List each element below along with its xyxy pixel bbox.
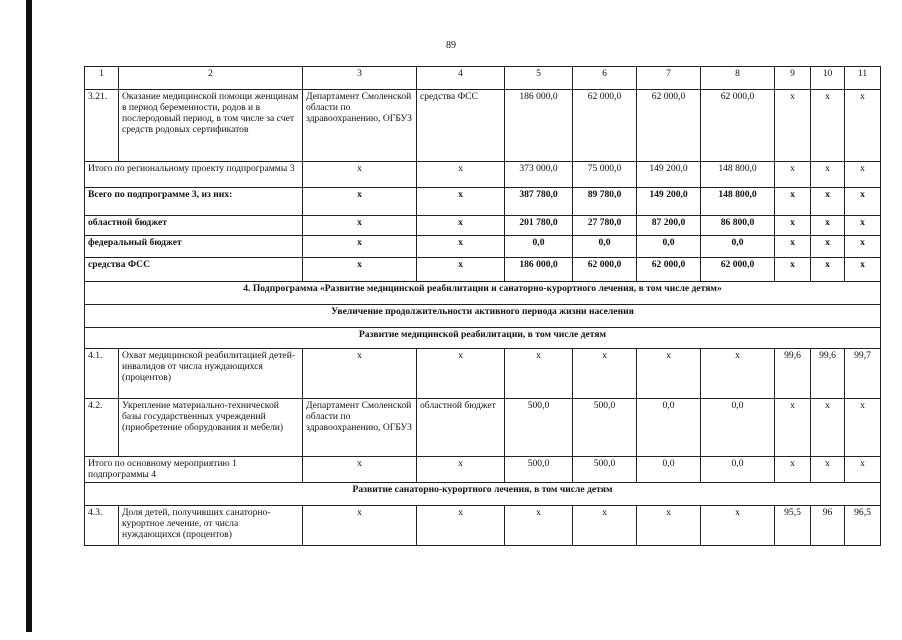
cell-value: x [701, 506, 775, 546]
cell-value: x [775, 457, 811, 483]
cell-value: 186 000,0 [505, 90, 573, 162]
task-title: Развитие санаторно-курортного лечения, в том числе детям [85, 483, 881, 506]
cell-value: x [573, 506, 637, 546]
cell-value: x [811, 258, 845, 282]
row-source: x [417, 349, 505, 399]
row-number: 4.1. [85, 349, 119, 399]
cell-value: 62 000,0 [701, 90, 775, 162]
cell-value: x [775, 162, 811, 188]
cell-value: 373 000,0 [505, 162, 573, 188]
cell-value: 99,6 [775, 349, 811, 399]
section-row [85, 282, 881, 305]
cell-value: 62 000,0 [573, 258, 637, 282]
cell-value: x [775, 216, 811, 236]
row-label: федеральный бюджет [85, 236, 303, 258]
row-executor: x [303, 349, 417, 399]
cell-value: x [775, 236, 811, 258]
cell-value: x [811, 162, 845, 188]
cell-value: x [701, 349, 775, 399]
cell-value: 0,0 [573, 236, 637, 258]
section-row [85, 305, 881, 328]
cell-value: 0,0 [637, 457, 701, 483]
cell-value: 201 780,0 [505, 216, 573, 236]
cell-value: 96 [811, 506, 845, 546]
cell-value: x [573, 349, 637, 399]
cell-value: x [637, 349, 701, 399]
cell-value: 62 000,0 [637, 258, 701, 282]
cell-value: 0,0 [701, 399, 775, 457]
cell-value: x [417, 216, 505, 236]
table-row [85, 399, 881, 457]
cell-value: x [811, 236, 845, 258]
table-row [85, 506, 881, 546]
cell-value: x [303, 188, 417, 216]
col-header: 2 [119, 67, 303, 90]
row-label: областной бюджет [85, 216, 303, 236]
cell-value: x [303, 216, 417, 236]
subprogram-title: 4. Подпрограмма «Развитие медицинской реабилитации и санаторно-курортного лечения, в том числе детям» [85, 282, 881, 305]
cell-value: x [775, 90, 811, 162]
cell-value: x [845, 399, 881, 457]
cell-value: 500,0 [505, 457, 573, 483]
row-executor: Департамент Смоленской области по здравоохранению, ОГБУЗ [303, 90, 417, 162]
cell-value: x [845, 216, 881, 236]
cell-value: x [303, 258, 417, 282]
cell-value: x [811, 457, 845, 483]
cell-value: x [417, 457, 505, 483]
cell-value: 387 780,0 [505, 188, 573, 216]
scan-edge-bar [26, 0, 32, 632]
cell-value: 0,0 [701, 236, 775, 258]
cell-value: 0,0 [637, 236, 701, 258]
cell-value: x [811, 188, 845, 216]
goal-title: Увеличение продолжительности активного периода жизни населения [85, 305, 881, 328]
row-label: Итого по основному мероприятию 1 подпрограммы 4 [85, 457, 303, 483]
cell-value: 0,0 [505, 236, 573, 258]
cell-value: x [417, 162, 505, 188]
cell-value: 149 200,0 [637, 188, 701, 216]
header-row [85, 67, 881, 90]
col-header: 3 [303, 67, 417, 90]
cell-value: 86 800,0 [701, 216, 775, 236]
cell-value: x [775, 399, 811, 457]
table-row [85, 258, 881, 282]
cell-value: x [811, 90, 845, 162]
cell-value: x [417, 188, 505, 216]
cell-value: x [775, 188, 811, 216]
col-header: 1 [85, 67, 119, 90]
cell-value: 148 800,0 [701, 162, 775, 188]
table-row [85, 188, 881, 216]
cell-value: 500,0 [573, 457, 637, 483]
cell-value: x [811, 216, 845, 236]
row-number: 4.3. [85, 506, 119, 546]
table-row [85, 236, 881, 258]
cell-value: 99,7 [845, 349, 881, 399]
row-source: областной бюджет [417, 399, 505, 457]
cell-value: x [417, 258, 505, 282]
cell-value: x [845, 90, 881, 162]
cell-value: 27 780,0 [573, 216, 637, 236]
cell-value: 148 800,0 [701, 188, 775, 216]
table-row [85, 90, 881, 162]
section-row [85, 328, 881, 349]
table-row [85, 349, 881, 399]
row-name: Охват медицинской реабилитацией детей-инвалидов от числа нуждающихся (процентов) [119, 349, 303, 399]
cell-value: x [505, 349, 573, 399]
cell-value: 62 000,0 [701, 258, 775, 282]
cell-value: 0,0 [701, 457, 775, 483]
col-header: 11 [845, 67, 881, 90]
cell-value: x [775, 258, 811, 282]
cell-value: x [845, 162, 881, 188]
table-row [85, 457, 881, 483]
row-label: средства ФСС [85, 258, 303, 282]
cell-value: x [303, 162, 417, 188]
cell-value: 62 000,0 [573, 90, 637, 162]
cell-value: x [417, 236, 505, 258]
row-label: Всего по подпрограмме 3, из них: [85, 188, 303, 216]
cell-value: x [303, 457, 417, 483]
row-name: Доля детей, получивших санаторно-курортное лечение, от числа нуждающихся (процентов) [119, 506, 303, 546]
row-label: Итого по региональному проекту подпрограммы 3 [85, 162, 303, 188]
page-number: 89 [446, 40, 456, 51]
section-row [85, 483, 881, 506]
cell-value: 99,6 [811, 349, 845, 399]
cell-value: x [303, 236, 417, 258]
row-name: Укрепление материально-технической базы государственных учреждений (приобретение оборудования и мебели) [119, 399, 303, 457]
budget-table [84, 66, 881, 546]
cell-value: 500,0 [573, 399, 637, 457]
row-executor: Департамент Смоленской области по здравоохранению, ОГБУЗ [303, 399, 417, 457]
row-source: средства ФСС [417, 90, 505, 162]
col-header: 6 [573, 67, 637, 90]
row-executor: x [303, 506, 417, 546]
row-source: x [417, 506, 505, 546]
table-row [85, 216, 881, 236]
table-row [85, 162, 881, 188]
cell-value: x [505, 506, 573, 546]
cell-value: 75 000,0 [573, 162, 637, 188]
cell-value: 89 780,0 [573, 188, 637, 216]
col-header: 9 [775, 67, 811, 90]
cell-value: x [845, 188, 881, 216]
cell-value: 96,5 [845, 506, 881, 546]
cell-value: 149 200,0 [637, 162, 701, 188]
col-header: 10 [811, 67, 845, 90]
row-name: Оказание медицинской помощи женщинам в период беременности, родов и в послеродовый период, в том числе за счет средств родовых сертификатов [119, 90, 303, 162]
cell-value: 186 000,0 [505, 258, 573, 282]
row-number: 4.2. [85, 399, 119, 457]
cell-value: 62 000,0 [637, 90, 701, 162]
col-header: 8 [701, 67, 775, 90]
cell-value: x [811, 399, 845, 457]
col-header: 7 [637, 67, 701, 90]
cell-value: 500,0 [505, 399, 573, 457]
cell-value: 95,5 [775, 506, 811, 546]
cell-value: 0,0 [637, 399, 701, 457]
cell-value: x [845, 236, 881, 258]
cell-value: x [845, 457, 881, 483]
task-title: Развитие медицинской реабилитации, в том числе детям [85, 328, 881, 349]
cell-value: 87 200,0 [637, 216, 701, 236]
row-number: 3.21. [85, 90, 119, 162]
col-header: 4 [417, 67, 505, 90]
cell-value: x [637, 506, 701, 546]
cell-value: x [845, 258, 881, 282]
col-header: 5 [505, 67, 573, 90]
